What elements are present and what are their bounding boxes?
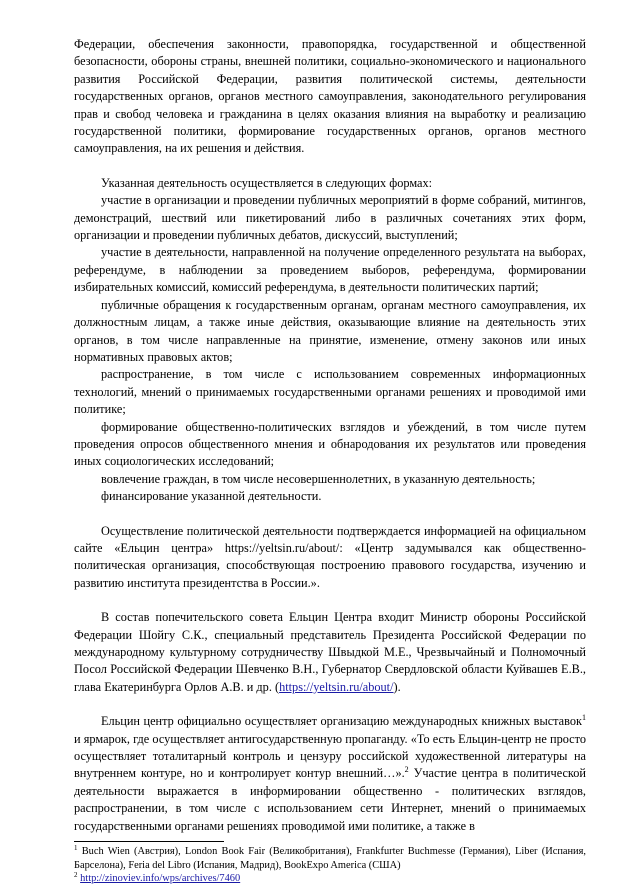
list-item-dissemination: распространение, в том числе с использованием современных информационных технологий, мнений о принимаемых государственными органами решениях и проводимой ими политике; [74,367,586,417]
list-item-views-formation: формирование общественно-политических взглядов и убеждений, в том числе путем проведения опросов общественного мнения и обнародования их результатов или проведения иных социологических исследований; [74,419,586,469]
list-item-financing: финансирование указанной деятельности. [101,489,322,504]
paragraph-book-fairs [74,713,586,835]
paragraph-board-of-trustees [74,609,586,696]
book-fairs-text-b: и ярмарок, где осуществляет антигосударственную пропаганду. «То есть Ельцин-центр не просто осуществляет тоталитарный контроль и цензуру российской художественной литературы на внутреннем контуре, но и контролирует контур внешний…». [74,731,586,781]
paragraph-forms-intro: Указанная деятельность осуществляется в следующих формах: [101,175,433,190]
footnote-1-mark: 1 [74,844,78,853]
footnote-2-mark: 2 [74,871,78,880]
footnote-ref-2[interactable]: 2 [404,765,409,775]
list-item-citizen-involvement: вовлечение граждан, в том числе несовершеннолетних, в указанную деятельность; [101,471,536,486]
book-fairs-text-c: Участие центра в политической деятельности выражается в информировании общественно - политических взглядов, распространении, в том числе с использованием сети Интернет, мнений о принимаемых государственными органами решениях проводимой ими политике, а также в [74,766,586,833]
list-item-public-events: участие в организации и проведении публичных мероприятий в форме собраний, митингов, демонстраций, шествий или пикетирований либо в различных сочетаниях этих форм, организации и проведении публичных дебатов, дискуссий, выступлений; [74,193,586,243]
footnote-1-text: Buch Wien (Австрия), London Book Fair (Великобритания), Frankfurter Buchmesse (Германия), Liber (Испания, Барселона), Feria del Libro (Испания, Мадрид), BookExpo America (США) [74,846,586,871]
board-text: В состав попечительского совета Ельцин Центра входит Министр обороны Российской Федерации Шойгу С.К., специальный представитель Президента Российской Федерации по международному культурному сотрудничеству Швыдкой М.Е., Чрезвычайный и Полномочный Посол Российской Федерации Шевченко В.Н., Губернатор Свердловской области Куйвашев Е.В., глава Екатеринбурга Орлов А.В. и др. ( [74,610,586,694]
list-item-public-appeals: публичные обращения к государственным органам, органам местного самоуправления, их должностным лицам, а также иные действия, оказывающие влияние на деятельность этих органов, в том числе направленные на принятие, изменение, отмену законов или иных нормативных правовых актов; [74,297,586,364]
book-fairs-text-a: Ельцин центр официально осуществляет организацию международных книжных выставок [101,714,582,729]
footnote-1 [74,845,586,872]
zinoviev-link[interactable]: http://zinoviev.info/wps/archives/7460 [80,873,241,885]
footnote-ref-1[interactable]: 1 [582,713,586,723]
paragraph-continuation: Федерации, обеспечения законности, правопорядка, государственной и общественной безопасности, обороны страны, внешней политики, социально-экономического и национального развития Российской Федерации, развития политической системы, деятельности государственных органов, органов местного самоуправления, законодательного регулирования прав и свобод человека и гражданина в целях оказания влияния на выработку и реализацию государственной политики, формирование государственных органов, органов местного самоуправления, на их решения и действия. [74,37,586,156]
board-text-end: ). [393,679,401,694]
list-item-elections: участие в деятельности, направленной на получение определенного результата на выборах, референдуме, в наблюдении за проведением выборов, референдума, формировании избирательных комиссий, комиссий референдума, в деятельности политических партий; [74,245,586,295]
footnote-2 [74,872,586,886]
paragraph-confirmation: Осуществление политической деятельности подтверждается информацией на официальном сайте «Ельцин центра» https://yeltsin.ru/about/: «Центр задумывался как общественно-политическая организация, способствующая построению правового государства, изучению и развитию института президентства в России.». [74,523,586,590]
document-page [74,36,586,886]
yeltsin-about-link[interactable]: https://yeltsin.ru/about/ [279,679,394,694]
footnote-separator [74,841,224,842]
